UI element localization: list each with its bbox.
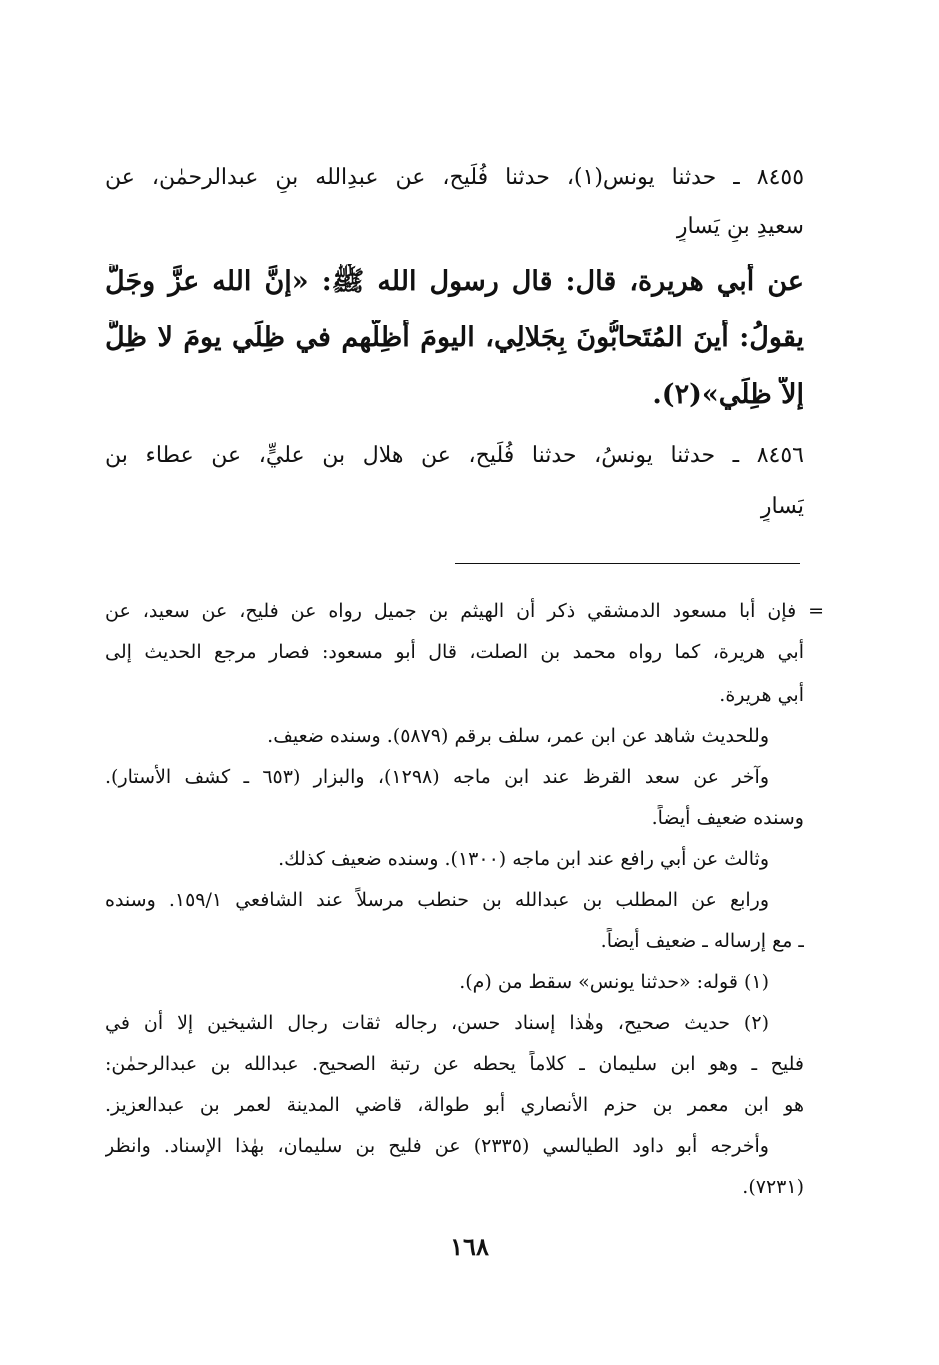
- footnote-line-3: أبي هريرة.: [719, 684, 804, 706]
- main-line-4: يَسارٍ: [760, 494, 804, 519]
- footnote-2-line-2: فليح ـ وهو ابن سليمان ـ كلاماً يحطه عن رتبة الصحيح. عبدالله بن عبدالرحمٰن:: [105, 1053, 804, 1075]
- main-line-1: ٨٤٥٥ ـ حدثنا يونس(١)، حدثنا فُلَيح، عن عبدِالله بنِ عبدالرحمٰن، عن: [105, 165, 804, 190]
- footnote-line-4: وللحديث شاهد عن ابن عمر، سلف برقم (٥٨٧٩). وسنده ضعيف.: [267, 725, 769, 747]
- footnote-divider: [455, 563, 800, 564]
- footnote-line-5: وآخر عن سعد القرظ عند ابن ماجه (١٢٩٨)، والبزار (٦٥٣ ـ كشف الأستار).: [105, 766, 769, 788]
- hadith-line-1: عن أبي هريرة، قال: قال رسول الله ﷺ: «إنَّ الله عزَّ وجَلَّ: [105, 266, 804, 297]
- footnote-2-line-5: (٧٢٣١).: [742, 1176, 804, 1198]
- hadith-line-3: إلاَّ ظِلِّي»(٢).: [652, 379, 804, 410]
- footnote-2-line-3: هو ابن معمر بن حزم الأنصاري أبو طوالة، قاضي المدينة لعمر بن عبدالعزيز.: [105, 1094, 804, 1116]
- hadith-line-2: يقولُ: أينَ المُتَحابُّونَ بِجَلالِي، اليومَ أُظِلُّهم في ظِلِّي يومَ لا ظِلَّ: [105, 322, 804, 353]
- footnote-line-8: ورابع عن المطلب بن عبدالله بن حنطب مرسلاً عند الشافعي ١٥٩/١. وسنده: [105, 889, 769, 911]
- footnote-line-2: أبي هريرة، كما رواه محمد بن الصلت، قال أبو مسعود: فصار مرجع الحديث إلى: [105, 641, 804, 663]
- footnote-line-6: وسنده ضعيف أيضاً.: [651, 807, 804, 829]
- footnote-2-line-4: وأخرجه أبو داود الطيالسي (٢٣٣٥) عن فليح بن سليمان، بهٰذا الإسناد. وانظر: [105, 1135, 769, 1157]
- footnote-line-7: وثالث عن أبي رافع عند ابن ماجه (١٣٠٠). وسنده ضعيف كذلك.: [278, 848, 769, 870]
- footnote-line-9: ـ مع إرساله ـ ضعيف أيضاً.: [600, 930, 804, 952]
- footnote-1: (١) قوله: «حدثنا يونس» سقط من (م).: [459, 971, 769, 993]
- main-line-3: ٨٤٥٦ ـ حدثنا يونسُ، حدثنا فُلَيح، عن هلال بن عليٍّ، عن عطاء بن: [105, 443, 804, 468]
- footnote-2-line-1: (٢) حديث صحيح، وهٰذا إسناد حسن، رجاله ثقات رجال الشيخين إلا أن في: [105, 1012, 769, 1034]
- footnote-line-1: = فإن أبا مسعود الدمشقي ذكر أن الهيثم بن جميل رواه عن فليح، عن سعيد، عن: [105, 600, 824, 622]
- main-line-2: سعيدِ بنِ يَسارٍ: [676, 214, 804, 239]
- page-number: ١٦٨: [450, 1232, 489, 1261]
